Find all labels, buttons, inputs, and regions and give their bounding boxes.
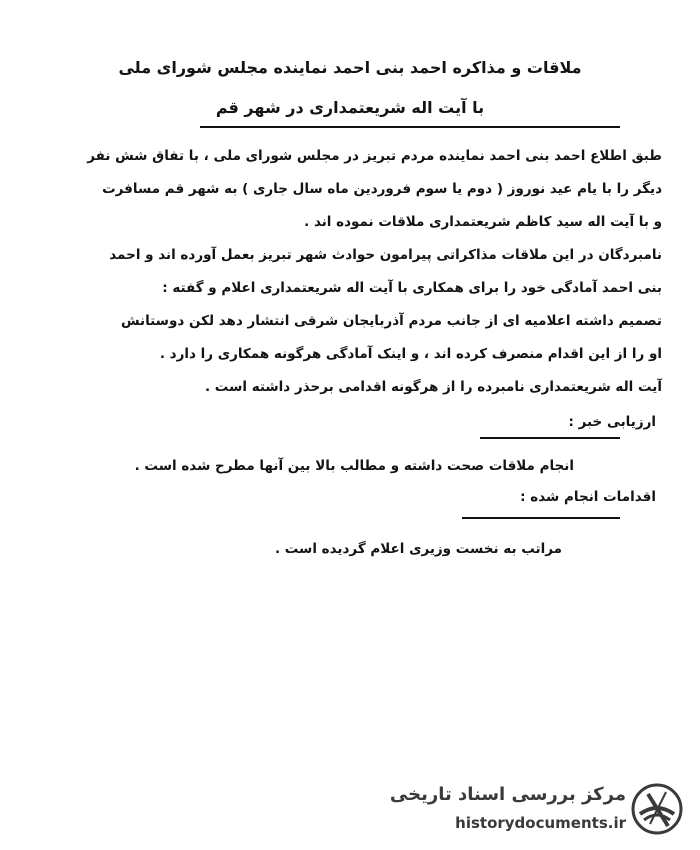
paragraph-line-6: تصمیم داشته اعلامیه ای از جانب مردم آذربایجان شرقی انتشار دهد لکن دوستانش <box>120 313 662 329</box>
archive-name: مرکز بررسی اسناد تاریخی <box>389 784 626 805</box>
actions-heading: اقدامات انجام شده : <box>520 489 656 505</box>
document-subtitle: با آیت اله شریعتمداری در شهر قم <box>215 98 485 117</box>
actions-underline <box>462 517 620 519</box>
assessment-text: انجام ملاقات صحت داشته و مطالب بالا بین آنها مطرح شده است . <box>134 458 574 474</box>
paragraph-line-7: او را از این اقدام منصرف کرده اند ، و اینک آمادگی هرگونه همکاری را دارد . <box>159 346 662 362</box>
paragraph-line-4: نامبردگان در این ملاقات مذاکراتی پیرامون حوادث شهر تبریز بعمل آورده اند و احمد <box>109 247 662 263</box>
paragraph-line-3: و با آیت اله سید کاظم شریعتمداری ملاقات نموده اند . <box>304 214 662 230</box>
actions-text: مراتب به نخست وزیری اعلام گردیده است . <box>274 541 562 557</box>
assessment-underline <box>480 437 620 439</box>
book-quill-logo-icon <box>630 782 684 836</box>
archive-website: historydocuments.ir <box>455 814 626 832</box>
paragraph-line-1: طبق اطلاع احمد بنی احمد نماینده مردم تبریز در مجلس شورای ملی ، با تفاق شش نفر <box>87 148 662 164</box>
paragraph-line-8: آیت اله شریعتمداری نامبرده را از هرگونه اقدامی برحذر داشته است . <box>204 379 662 395</box>
archive-watermark <box>389 778 688 840</box>
title-underline <box>200 126 620 128</box>
paragraph-line-5: بنی احمد آمادگی خود را برای همکاری با آیت اله شریعتمداری اعلام و گفته : <box>162 280 662 296</box>
paragraph-line-2: دیگر را با یام عید نوروز ( دوم یا سوم فروردین ماه سال جاری ) به شهر قم مسافرت <box>102 181 662 197</box>
assessment-heading: ارزیابی خبر : <box>568 414 656 430</box>
document-title: ملاقات و مذاکره احمد بنی احمد نماینده مجلس شورای ملی <box>118 58 582 77</box>
